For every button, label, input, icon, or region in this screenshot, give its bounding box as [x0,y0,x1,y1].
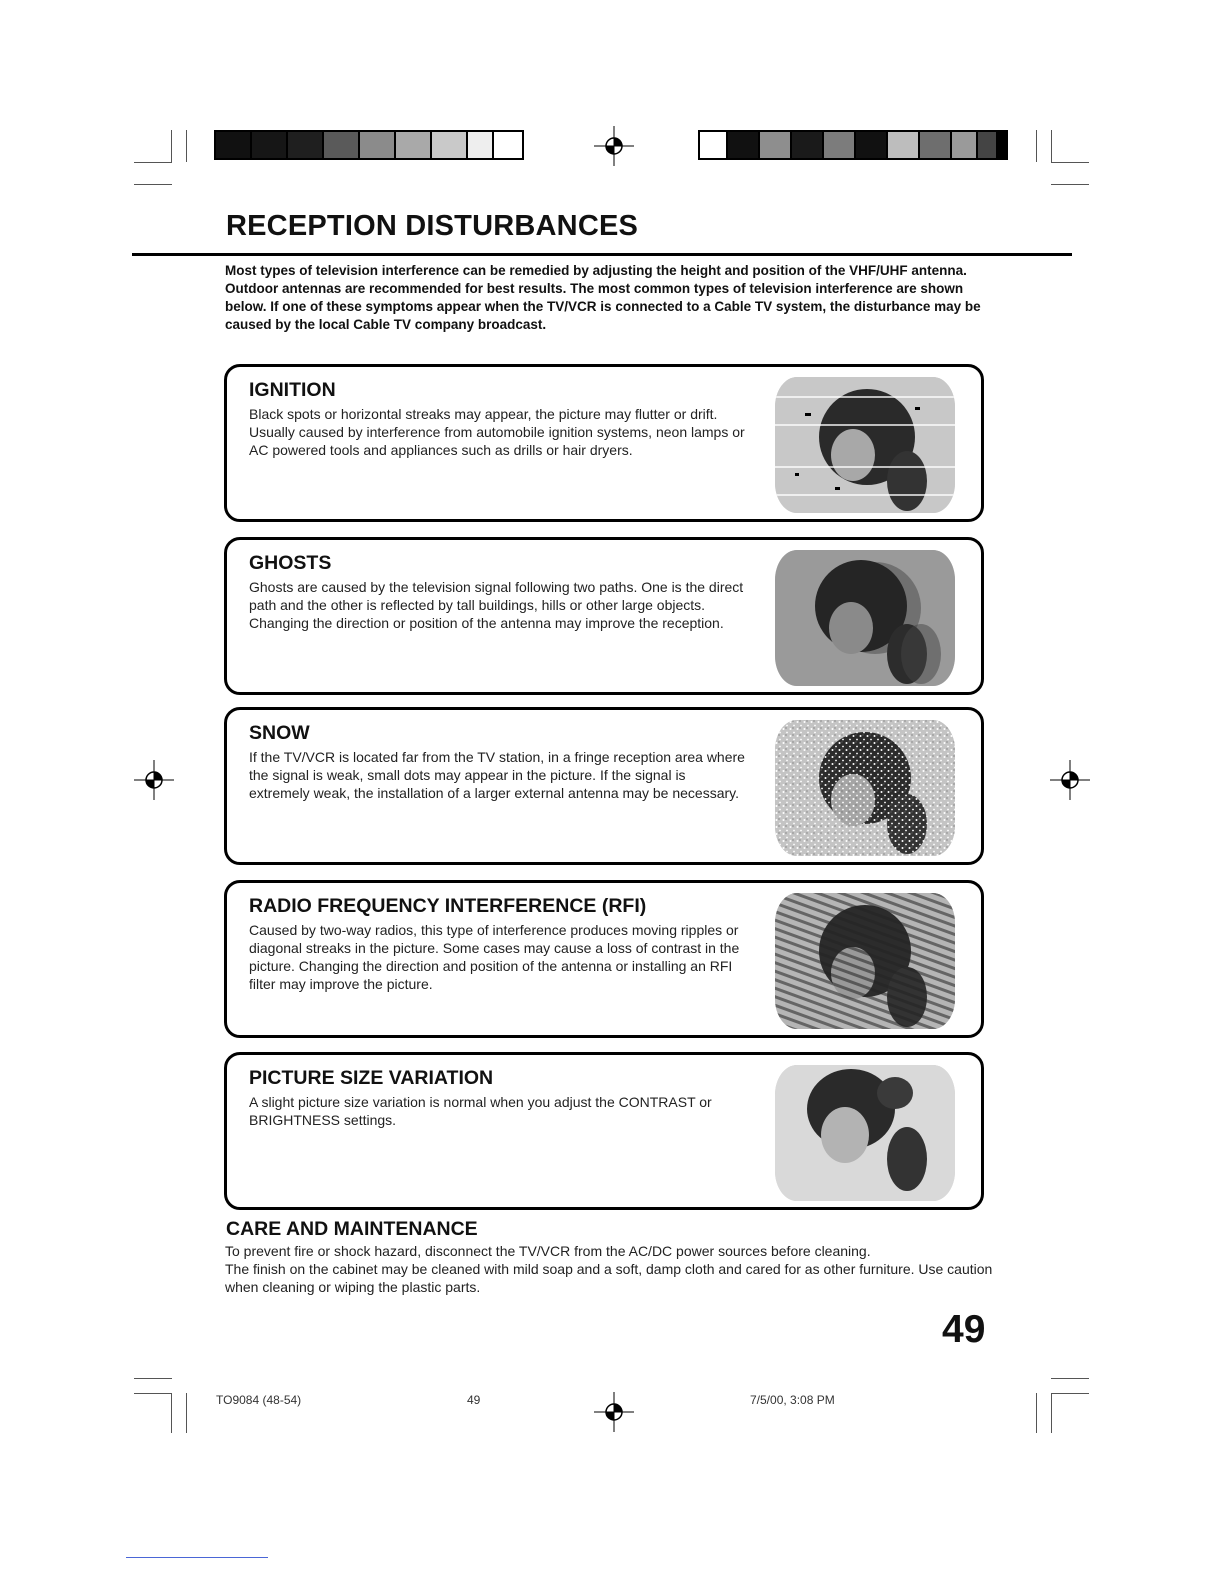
color-bar-strip [698,130,1008,160]
crop-mark [1051,130,1052,162]
section-body: Black spots or horizontal streaks may appear, the picture may flutter or drift. Usually caused by interference from automobile ignition systems, neon lamps or AC powered tools and appliances such as drills or hair dryers. [249,406,745,458]
page-number: 49 [942,1308,986,1351]
section-title: GHOSTS [249,552,332,574]
tv-ghosts-image [775,550,955,686]
crop-mark [1036,1393,1037,1433]
section-title: PICTURE SIZE VARIATION [249,1067,494,1089]
care-title: CARE AND MAINTENANCE [226,1218,478,1240]
crop-mark [1051,1393,1052,1433]
crop-mark [171,1393,172,1433]
crop-mark [134,1393,172,1394]
care-body [225,1242,995,1296]
crop-mark [186,130,187,162]
crop-mark [134,184,172,185]
underline-link-fragment [126,1557,268,1558]
tv-snow-image [775,720,955,856]
registration-target-icon [594,1392,634,1432]
title-divider [132,253,1072,256]
section-snow [224,707,984,865]
intro-paragraph: Most types of television interference can be remedied by adjusting the height and position of the VHF/UHF antenna. Outdoor antennas are recommended for best results. The most common types of television interference are shown below. If one of these symptoms appear when the TV/VCR is connected to a Cable TV system, the disturbance may be caused by the local Cable TV company broadcast. [225,263,981,332]
footer-job-code: TO9084 (48-54) [216,1393,302,1407]
footer-timestamp: 7/5/00, 3:08 PM [750,1393,835,1407]
footer-page: 49 [467,1393,481,1407]
crop-mark [171,130,172,162]
tv-ignition-image [775,377,955,513]
care-line: The finish on the cabinet may be cleaned with mild soap and a soft, damp cloth and cared for as other furniture. Use caution when cleaning or wiping the plastic parts. [225,1261,993,1295]
color-bar-strip [214,130,524,160]
section-title: RADIO FREQUENCY INTERFERENCE (RFI) [249,895,647,917]
crop-mark [1051,1378,1089,1379]
registration-target-icon [594,126,634,166]
section-body: A slight picture size variation is normal when you adjust the CONTRAST or BRIGHTNESS settings. [249,1094,712,1128]
crop-mark [134,162,172,163]
tv-rfi-image [775,893,955,1029]
section-title: SNOW [249,722,310,744]
care-line: To prevent fire or shock hazard, disconnect the TV/VCR from the AC/DC power sources before cleaning. [225,1243,871,1259]
section-picture-size [224,1052,984,1210]
crop-mark [1051,1393,1089,1394]
section-body: Ghosts are caused by the television signal following two paths. One is the direct path and the other is reflected by tall buildings, hills or other large objects. Changing the direction or position of the antenna may improve the reception. [249,579,744,631]
section-ghosts [224,537,984,695]
section-rfi [224,880,984,1038]
section-body: Caused by two-way radios, this type of interference produces moving ripples or diagonal streaks in the picture. Some cases may cause a loss of contrast in the picture. Changing the direction and position of the antenna or installing an RFI filter may improve the picture. [249,922,740,992]
crop-mark [1036,130,1037,162]
section-ignition [224,364,984,522]
crop-mark [134,1378,172,1379]
page-title: RECEPTION DISTURBANCES [226,210,639,242]
crop-mark [1051,184,1089,185]
registration-target-icon [134,760,174,800]
section-title: IGNITION [249,379,336,401]
crop-mark [1051,162,1089,163]
crop-mark [186,1393,187,1433]
tv-size-variation-image [775,1065,955,1201]
section-body: If the TV/VCR is located far from the TV station, in a fringe reception area where the signal is weak, small dots may appear in the picture. If the signal is extremely weak, the installation of a larger external antenna may be necessary. [249,749,745,801]
registration-target-icon [1050,760,1090,800]
